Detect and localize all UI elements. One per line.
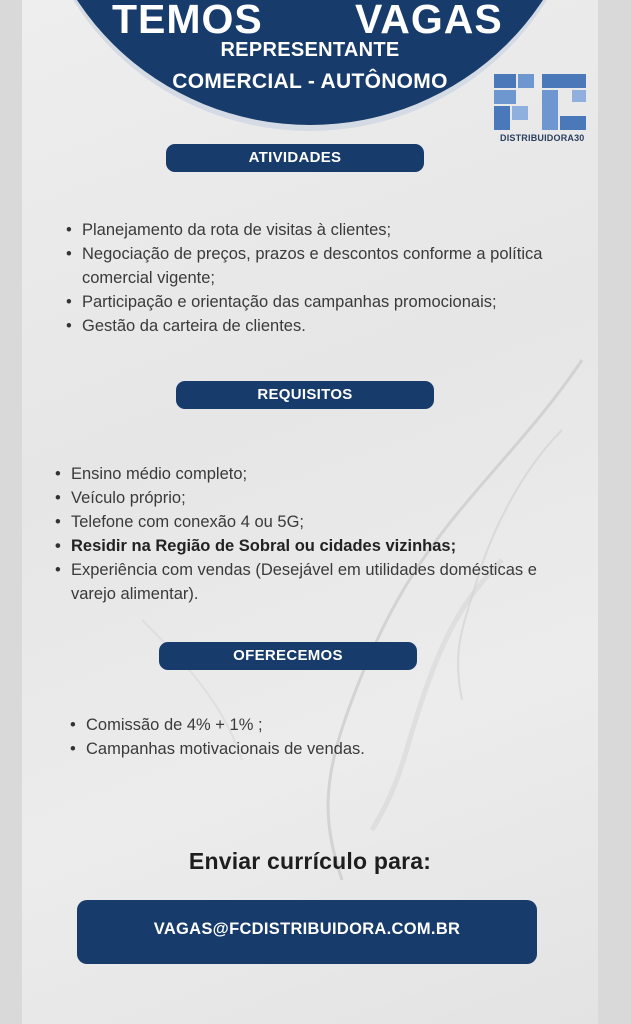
requisitos-list: [55, 462, 585, 606]
list-item: • Participação e orientação das campanhas promocionais;: [66, 290, 596, 314]
title-word-temos: TEMOS: [112, 0, 263, 42]
list-item: • Ensino médio completo;: [55, 462, 585, 486]
oferecemos-list: [70, 713, 570, 761]
email-button[interactable]: VAGAS@FCDISTRIBUIDORA.COM.BR: [77, 900, 537, 964]
list-item: • Campanhas motivacionais de vendas.: [70, 737, 570, 761]
section-heading-oferecemos: OFERECEMOS: [159, 642, 417, 670]
logo-text: DISTRIBUIDORA30: [500, 133, 585, 143]
section-heading-requisitos: REQUISITOS: [176, 381, 434, 409]
list-item-highlight: • Residir na Região de Sobral ou cidades vizinhas;: [55, 534, 585, 558]
list-item: • Comissão de 4% + 1% ;: [70, 713, 570, 737]
job-poster: [22, 0, 598, 1024]
list-item: • Telefone com conexão 4 ou 5G;: [55, 510, 585, 534]
cta-label: Enviar currículo para:: [188, 848, 432, 874]
subtitle-type: COMERCIAL - AUTÔNOMO: [172, 70, 448, 93]
list-item: • Gestão da carteira de clientes.: [66, 314, 596, 338]
section-heading-atividades: ATIVIDADES: [166, 144, 424, 172]
list-item: • Negociação de preços, prazos e descontos conforme a política comercial vigente;: [66, 242, 596, 290]
atividades-list: [66, 218, 596, 338]
list-item: • Veículo próprio;: [55, 486, 585, 510]
list-item: • Planejamento da rota de visitas à clientes;: [66, 218, 596, 242]
title-word-vagas: VAGAS: [355, 0, 503, 42]
subtitle-role: REPRESENTANTE: [220, 39, 400, 61]
list-item: • Experiência com vendas (Desejável em utilidades domésticas e varejo alimentar).: [55, 558, 585, 606]
